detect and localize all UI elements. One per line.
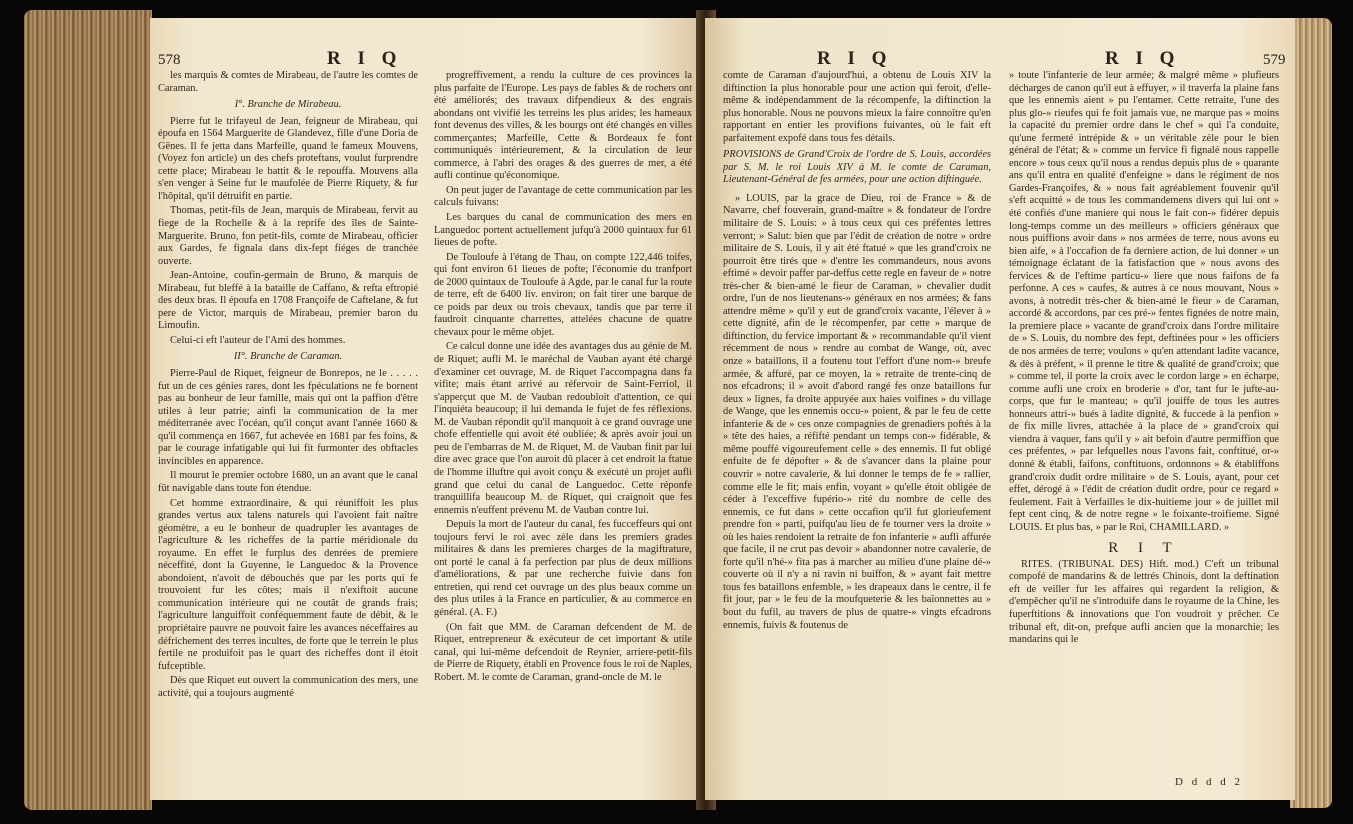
paragraph: Il mourut le premier octobre 1680, un an avant que le canal fût navigable dans toute fon étendue. — [158, 470, 418, 494]
right-page-edges — [1290, 18, 1332, 808]
paragraph: Depuis la mort de l'auteur du canal, fes fucceffeurs qui ont toujours fervi le roi avec zèle dans les premiers grades militaires & dans les premieres charges de la magiftrature, ont porté le canal à fa perfection par plus de deux millions d'améliorations, & par une recherche fuivie dans fon entretien, qui rend cet ouvrage un des plus beaux comme un des plus utiles à la France en particulier, & au commerce en général. (A. F.) — [434, 519, 692, 618]
paragraph: On peut juger de l'avantage de cette communication par les calculs fuivans: — [434, 184, 692, 209]
running-head-left: R I Q — [327, 48, 403, 69]
page-number-right: 579 — [1263, 52, 1286, 68]
left-page-edges — [24, 10, 152, 810]
paragraph: Pierre fut le trifayeul de Jean, feigneur de Mirabeau, qui époufa en 1564 Marguerite de Glandevez, fille d'une Doria de Gênes. Il fe jetta dans Marfeille, quand le fameux Mouvens, (Voyez fon article) un des chefs proteftans, voulut furprendre cette place; Mirabeau le battit & le repouffa. Mouvens alla s'en venger à Seine fur le maufolée de Pierre Riquety, & fur l'hôpital, qu'il détruifit en partie. — [158, 115, 418, 202]
left-page — [150, 18, 705, 800]
paragraph: Les barques du canal de communication des mers en Languedoc portent actuellement jufqu'à 2000 quintaux fur 61 lieues de pofte. — [434, 212, 692, 249]
paragraph: Dès que Riquet eut ouvert la communication des mers, une activité, qui a toujours augmenté — [158, 675, 418, 699]
paragraph: Jean-Antoine, coufin-germain de Bruno, & marquis de Mirabeau, fut bleffé à la bataille de Caffano, & refta eftropié des deux bras. Il époufa en 1708 Françoife de Caftelane, & fut pere de Victor, marquis de Mirabeau, premier baron du Limoufin. — [158, 270, 418, 332]
right-column-2 — [1009, 70, 1279, 649]
page-number-left: 578 — [158, 52, 181, 68]
paragraph: progreffivement, a rendu la culture de ces provinces la plus parfaite de l'Europe. Les pays de fables & de rochers ont été améliorés; des travaux difpendieux & des engrais abondans ont vivifié les terreins les plus arides; les hameaux font devenus des villes, & les bourgs ont été changés en villes commerçantes; Marfeille, Cette & Bordeaux fe font communiqués intérieurement, & la circulation de leur commerce, à l'abri des orages & des guerres de mer, a été aufli continue qu'économique. — [434, 70, 692, 182]
paragraph: De Touloufe à l'étang de Thau, on compte 122,446 toifes, qui font environ 61 lieues de pofte; l'économie du tranfport de 2000 quintaux de Touloufe à Agde, par le canal fur la route de terre, eft de 6400 liv. environ; on fait tirer une barque de ce poids par deux ou trois chevaux, tandis que par terre il faudroit cinquante charrettes, attelées chacune de quatre chevaux pour le même objet. — [434, 251, 692, 338]
running-head-right-2: R I Q — [1105, 48, 1181, 69]
paragraph: RITES. (TRIBUNAL DES) Hift. mod.) C'eft un tribunal compofé de mandarins & de lettrés Chinois, dont la deftination eft de veiller fur les affaires qui regardent la religion, & d'empêcher qu'il ne s'introduife dans le royaume de la Chine, les fuperftitions & innovations que l'on voudroit y prêcher. Ce tribunal eft, dit-on, prefque aufli ancien que la monarchie; les mandarins qui le — [1009, 558, 1279, 646]
right-column-1 — [723, 70, 991, 634]
paragraph: Pierre-Paul de Riquet, feigneur de Bonrepos, ne le . . . . . fut un de ces génies rares, dont les fpéculations ne fe bornent pas au bonheur de leur famille, mais qui ont la paffion d'être utiles à leur patrie; ainfi la communication de la mer méditerranée avec l'océan, qu'il conçut avant l'année 1660 & qu'il commença en 1667, fut achevée en 1681 par fes foins, & par le courage infatigable qui lui fit furmonter des obftacles invincibles en apparence. — [158, 368, 418, 467]
paragraph: Cet homme extraordinaire, & qui réuniffoit les plus grandes vertus aux talens naturels qui l'avoient fait naître géomètre, a eu le bonheur de quadrupler les avantages de l'agriculture & les richeffes de la partie méridionale du royaume. En effet le furplus des denrées de premiere néceffité, dont la Guyenne, le Languedoc & la Provence abondoient, n'avoit de débouchés que par les ports qui fe trouvoient fur les côtes; mais il n'exiftoit aucune communication intérieure qui ne coutât de grands frais; l'agriculture languiffoit conféquemment faute de débit, & le propriétaire pauvre ne pouvoit faire les avances néceffaires au défrichement des terres incultes, de forte que le terrein le plus fertile ne produifoit pas le quart des richeffes dont il étoit fufceptible. — [158, 497, 418, 672]
paragraph: Celui-ci eft l'auteur de l'Ami des hommes. — [170, 334, 346, 346]
paragraph: » toute l'infanterie de leur armée; & malgré même » plufieurs décharges de canon qu'il eut à effuyer, » il traverfa la plaine fans que les ennemis aient » pu l'entamer. Cette retraite, l'une des plus glo-» rieufes qui fe foit jamais vue, ne marque pas » moins la capacité du premier ordre dans le chef » qui l'a conduite, qu'une fermeté intrépide & » un véritable zèle pour le bien général de l'état; & » comme un fervice fi fignalé nous rappelle encore » tous ceux qu'il nous a rendus depuis plus de » quarante ans qu'il entra en qualité d'enfeigne » dans le régiment de nos Gardes-Françoifes, & » nous fait agréablement fouvenir qu'il s'eft acquitté » de tous les commandemens divers qui lui ont » été confiés d'une maniere qui nous le fait con-» fidérer depuis long-temps comme un des meilleurs » officiers généraux que nous puiffions avoir dans » nos armées de terre, nous avons eu bien aife, » à l'occafion de fa derniere action, de lui donner » un témoignage éclatant de la fatisfaction que » nous avons des fervices & de l'eftime particu-» liere que nous faifons de fa perfonne. A ces » caufes, & autres à ce nous mouvant, Nous » avons, à notredit très-cher & bien-amé le fieur » de Caraman, accordé & accordons, par ces pré-» fentes fignées de notre main, la premiere place » vacante de grand'croix dans l'ordre militaire de » S. Louis, du nombre des fept, deftinées pour » les officiers de nos armées de terre; voulons » qu'en attendant ladite vacance, & dès à préfent, » il prenne le titre & qualité de grand'croix; que » comme tel, il porte la croix avec le cordon large » en écharpe, comme aufli une croix en broderie » d'or, tant fur le jufte-au-corps, que fur le manteau; » qu'il jouiffe de tous les autres honneurs attri-» bués à ladite dignité, & fuccede à la penfion » de fix mille livres, attachée à la place de » grand'croix qui viendra à vaquer, fans qu'il y » ait befoin d'autre permiffion que ces préfentes, » par lefquelles nous l'avons fait, conftitué, or-» donné & établi, faifons, conftituons, ordonnons » & établiffons grand'croix dudit ordre militaire » de S. Louis, ayant, pour cet effet, dérogé à » l'édit de création dudit ordre, pour ce regard » feulement. Fait à Verfailles le dix-huitieme jour » de juillet mil fept cent cinq, & de notre regne » le foixante-troifieme. Signé LOUIS. Et plus bas, » par le Roi, CHAMILLARD. » — [1009, 70, 1279, 533]
left-column-2 — [434, 70, 692, 686]
paragraph: comte de Caraman d'aujourd'hui, a obtenu de Louis XIV la diftinction la plus honorable pour une action qui feroit, d'elle-même & indépendamment de la récompenfe, la diftinction la plus honorable. Nous ne pouvons mieux la faire connoître qu'en rapportant en entier les provifions fuivantes, où le fait eft parfaitement expofé dans tous fes détails. — [723, 70, 991, 144]
paragraph: Ce calcul donne une idée des avantages dus au génie de M. de Riquet; aufli M. le maréchal de Vauban ayant été chargé d'examiner cet ouvrage, M. de Riquet l'accompagna dans fa vifite; mais étant arrivé au réfervoir de Saint-Ferriol, il s'apperçut que M. de Vauban redoubloit d'attention, ce qui l'inquiéta beaucoup; il lui demanda le fujet de fes réflexions. M. de Vauban répondit qu'il manquoit à ce grand ouvrage une chofe effentielle qui avoit été oubliée; & après avoir joui un peu de l'embarras de M. de Riquet, M. de Vauban finit par lui dire avec grace que l'on auroit dû placer à cet endroit la ftatue de l'homme illuftre qui avoit conçu & exécuté un projet aufli grand que celui du canal de Languedoc. Cette réponfe tranquillifa beaucoup M. de Riquet, qui craignoit que fes ennemis n'euffent prévenu M. de Vauban contre lui. — [434, 341, 692, 516]
signature-mark: D d d d 2 — [1175, 776, 1243, 788]
right-page — [705, 18, 1295, 800]
title-block: PROVISIONS de Grand'Croix de l'ordre de S. Louis, accordées par S. M. le roi Louis XIV à M. le comte de Caraman, Lieutenant-Général de fes armées, pour une action diftinguée. — [723, 149, 991, 186]
left-column-1 — [158, 70, 418, 702]
paragraph: les marquis & comtes de Mirabeau, de l'autre les comtes de Caraman. — [158, 70, 418, 94]
subheading: I°. Branche de Mirabeau. — [234, 99, 342, 111]
section-heading: R I T — [1108, 540, 1180, 557]
paragraph: Thomas, petit-fils de Jean, marquis de Mirabeau, fervit au fiege de la Rochelle & à la reprife des îles de Sainte-Marguerite. Bruno, fon petit-fils, comte de Mirabeau, officier aux Gardes, fe fignala dans dix-fept fiéges de tranchée ouverte. — [158, 205, 418, 267]
paragraph: (On fait que MM. de Caraman defcendent de M. de Riquet, entrepreneur & exécuteur de cet important & utile canal, qui lui-même defcendoit de Reynier, arriere-petit-fils de Pierre de Riquety, établi en Provence fous le roi de Naples, Robert. M. le comte de Caraman, grand-oncle de M. le — [434, 621, 692, 683]
paragraph: » LOUIS, par la grace de Dieu, roi de France » & de Navarre, chef fouverain, grand-maître » & fondateur de l'ordre militaire de S. Louis: » à tous ceux qui ces préfentes lettres verront; » Salut: bien que par l'édit de création de notre » ordre militaire de S. Louis, il y ait été ftatué » que les grand'croix ne pourroit être tirés que » d'entre les commandeurs, nous avons eftimé » devoir paffer par-deffus cette regle en faveur de » notre très-cher & bien-amé le fieur de Caraman, » chevalier dudit ordre, l'un de nos lieutenans-» généraux en nos armées; & fans attendre même » qu'il y eut de grand'croix vacante, l'élever à » cette dignité, afin de le récompenfer, par cette » marque de diftinction, du fervice important & » recommandable qu'il vient récemment de nous » rendre au combat de Wange, où, avec onze » bataillons, il a foutenu tout l'effort d'une nom-» breufe armée, & affuré, par ce moyen, la » retraite de trente-cinq de nos efcadrons; il » avoit d'abord rangé fes onze bataillons fur deux » lignes, fa droite appuyée aux haies voifines » du village de Wange, que les ennemis occu-» poient, & par le feu de cette infanterie & de » ces onze compagnies de grenadiers poftés à la » tête des haies, a réfifté pendant un temps con-» fidérable, & même pouffé vigoureufement celle » des ennemis. Il fut obligé enfuite de fe dépofter » & de s'avancer dans la plaine pour couvrir » notre cavalerie, & lui donner le temps de fe » rallier, comme elle le fit; mais enfin, voyant » qu'elle étoit obligée de céder à l'exceffive fupério-» rité du nombre de celle des ennemis, ce fut dans » cette occafion qu'il fut glorieufement prendre fon » parti, puifqu'au lieu de fe tourner vers la droite » où les haies rendoient la retraite de fon infanterie » aufli affurée que facile, il ne crut pas devoir » abandonner notre cavalerie, de forte qu'il n'hé-» fita pas à marcher au milieu d'une plaine dé-» couverte où il n'y a ni ravin ni buiffon, & » ayant fait mettre tous fes bataillons enfemble, » les drapeaux dans le centre, il fe fit jour, par » le feu de la moufqueterie & les baïonnettes au » bout du fufil, au travers de plus de quatre-» vingts efcadrons ennemis, fuivis & foutenus de — [723, 192, 991, 631]
running-head-right: R I Q — [817, 48, 893, 69]
subheading: II°. Branche de Caraman. — [233, 351, 343, 363]
